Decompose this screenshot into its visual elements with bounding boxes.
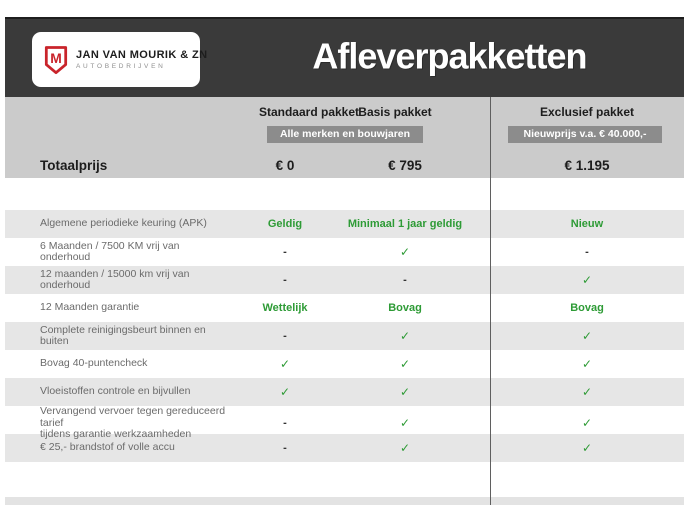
afleverpakketten-page — [5, 17, 684, 505]
total-price-standaard: € 0 — [275, 158, 295, 173]
footer-strip — [5, 497, 684, 505]
feature-label: Vloeistoffen controle en bijvullen — [40, 385, 191, 398]
totals-label: Totaalprijs — [40, 158, 108, 173]
column-header-basis-pakket: Basis pakket — [358, 105, 432, 119]
brand-tagline: AUTOBEDRIJVEN — [76, 63, 166, 70]
feature-label: Vervangend vervoer tegen gereduceerd tarief tijdens garantie werkzaamheden — [40, 405, 226, 440]
feature-value: Minimaal 1 jaar geldig — [347, 218, 463, 230]
feature-label: Bovag 40-puntencheck — [40, 357, 148, 370]
dash-value: - — [403, 274, 407, 286]
column-header-exclusief-pakket: Exclusief pakket — [539, 105, 635, 119]
column-divider — [490, 97, 491, 505]
table-row-vloeistoffen — [5, 378, 684, 406]
checkmark-icon: ✓ — [399, 441, 411, 455]
page-title: Afleverpakketten — [312, 35, 587, 77]
dash-value: - — [283, 442, 287, 454]
page-header — [5, 17, 684, 97]
table-row-apk — [5, 210, 684, 238]
table-row-12-maanden-km — [5, 266, 684, 294]
package-columns-header — [5, 97, 684, 178]
badge-nieuwprijs: Nieuwprijs v.a. € 40.000,- — [508, 126, 662, 143]
checkmark-icon: ✓ — [581, 385, 593, 399]
dash-value: - — [283, 330, 287, 342]
table-row-puntencheck — [5, 350, 684, 378]
brand-text — [76, 49, 207, 70]
total-price-basis: € 795 — [388, 158, 422, 173]
checkmark-icon: ✓ — [581, 329, 593, 343]
column-header-standaard-pakket: Standaard pakket — [258, 105, 360, 119]
brand-name: JAN VAN MOURIK & ZN — [76, 49, 208, 61]
spacer — [5, 178, 684, 210]
checkmark-icon: ✓ — [581, 441, 593, 455]
feature-label: 12 Maanden garantie — [40, 301, 140, 314]
feature-value: Nieuw — [570, 218, 604, 230]
feature-label: 12 maanden / 15000 km vrij van onderhoud — [40, 267, 190, 291]
checkmark-icon: ✓ — [399, 329, 411, 343]
feature-label: € 25,- brandstof of volle accu — [40, 441, 175, 454]
feature-value: Bovag — [570, 302, 604, 314]
checkmark-icon: ✓ — [581, 416, 593, 431]
checkmark-icon: ✓ — [399, 385, 411, 399]
feature-value: Wettelijk — [262, 302, 308, 314]
feature-label: 6 Maanden / 7500 KM vrij van onderhoud — [40, 239, 180, 263]
checkmark-icon: ✓ — [399, 245, 411, 259]
checkmark-icon: ✓ — [581, 273, 593, 287]
badge-alle-merken: Alle merken en bouwjaren — [267, 126, 423, 143]
feature-value: Bovag — [388, 302, 422, 314]
dash-value: - — [283, 417, 287, 430]
dash-value: - — [585, 246, 589, 258]
svg-text:M: M — [50, 49, 62, 66]
checkmark-icon: ✓ — [399, 357, 411, 371]
totals-row — [5, 153, 684, 178]
spacer — [5, 462, 684, 497]
m-shield-logo-icon — [44, 45, 68, 75]
table-row-garantie — [5, 294, 684, 322]
checkmark-icon: ✓ — [279, 385, 291, 399]
feature-value: Geldig — [267, 218, 303, 230]
table-row-6-maanden — [5, 238, 684, 266]
checkmark-icon: ✓ — [581, 357, 593, 371]
total-price-exclusief: € 1.195 — [564, 158, 610, 173]
feature-label: Complete reinigingsbeurt binnen en buiten — [40, 323, 206, 347]
table-row-vervangend-vervoer — [5, 405, 684, 440]
checkmark-icon: ✓ — [279, 357, 291, 371]
dash-value: - — [283, 274, 287, 286]
checkmark-icon: ✓ — [399, 416, 411, 431]
feature-label: Algemene periodieke keuring (APK) — [40, 217, 207, 230]
brand-logo — [32, 32, 208, 87]
dash-value: - — [283, 246, 287, 258]
table-row-reinigingsbeurt — [5, 322, 684, 350]
